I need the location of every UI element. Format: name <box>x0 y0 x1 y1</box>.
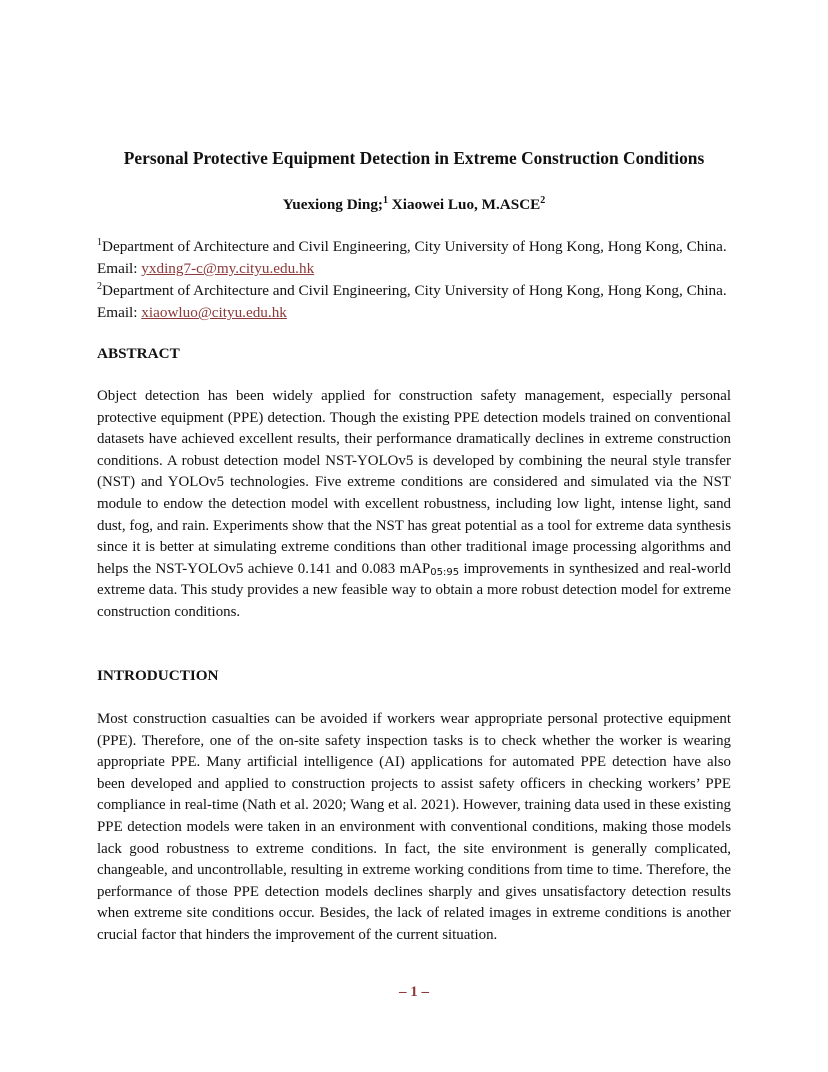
abstract-text: Object detection has been widely applied for construction safety management, especially personal protective equipment (PPE) detection. Though the existing PPE detection models trained on conventional datasets have achieved excellent results, their performance dramatically declines in extreme construction conditions. A robust detection model NST-YOLOv5 is developed by combining the neural style transfer (NST) and YOLOv5 technologies. Five extreme conditions are considered and simulated via the NST module to endow the detection model with excellent robustness, including low light, intense light, sand dust, fog, and rain. Experiments show that the NST has great potential as a tool for extreme data synthesis since it is better at simulating extreme conditions than other traditional image processing algorithms and helps the NST-YOLOv5 achieve 0.141 and 0.083 mAP <box>97 388 731 577</box>
abstract-paragraph <box>97 386 731 624</box>
author-affiliation-mark: 2 <box>540 195 546 206</box>
affiliation-text: Department of Architecture and Civil Engineering, City University of Hong Kong, Hong Kong, China. Email: <box>97 282 727 321</box>
paper-title: Personal Protective Equipment Detection in Extreme Construction Conditions <box>123 148 705 168</box>
affiliation-1 <box>97 236 737 280</box>
author-name: Xiaowei Luo, M.ASCE <box>387 196 541 213</box>
page-number: – 1 – <box>399 984 429 1000</box>
author-affiliation-mark: 1 <box>382 195 388 206</box>
introduction-paragraph: Most construction casualties can be avoided if workers wear appropriate personal protective equipment (PPE). Therefore, one of the on-site safety inspection tasks is to check whether the worker is wearing appropriate PPE. Many artificial intelligence (AI) applications for automated PPE detection have also been developed and applied to construction projects to assist safety officers in checking workers’ PPE compliance in real-time (Nath et al. 2020; Wang et al. 2021). However, training data used in these existing PPE detection models were taken in an environment with conventional conditions, making those models lack good robustness to extreme conditions. In fact, the site environment is generally complicated, changeable, and uncontrollable, resulting in extreme working conditions from time to time. Therefore, the performance of those PPE detection models declines sharply and gives unsatisfactory detection results when extreme site conditions occur. Besides, the lack of related images in extreme conditions is another crucial factor that hinders the improvement of the current situation. <box>97 711 731 943</box>
introduction-heading: INTRODUCTION <box>97 667 219 684</box>
abstract-heading: ABSTRACT <box>97 345 180 362</box>
affiliation-mark: 2 <box>97 281 102 292</box>
author-line <box>60 196 768 214</box>
affiliation-2 <box>97 280 737 324</box>
email-link[interactable]: xiaowluo@cityu.edu.hk <box>141 304 287 321</box>
map-subscript: 05:95 <box>430 566 460 578</box>
abstract-text-continued: improvements in synthesized and real-world extreme data. This study provides a new feasible way to obtain a more robust detection model for extreme construction conditions. <box>97 560 731 620</box>
affiliation-text: Department of Architecture and Civil Engineering, City University of Hong Kong, Hong Kong, China. Email: <box>97 238 727 277</box>
affiliation-mark: 1 <box>97 237 102 248</box>
author-name: Yuexiong Ding; <box>282 196 383 213</box>
email-link[interactable]: yxding7-c@my.cityu.edu.hk <box>141 260 315 277</box>
